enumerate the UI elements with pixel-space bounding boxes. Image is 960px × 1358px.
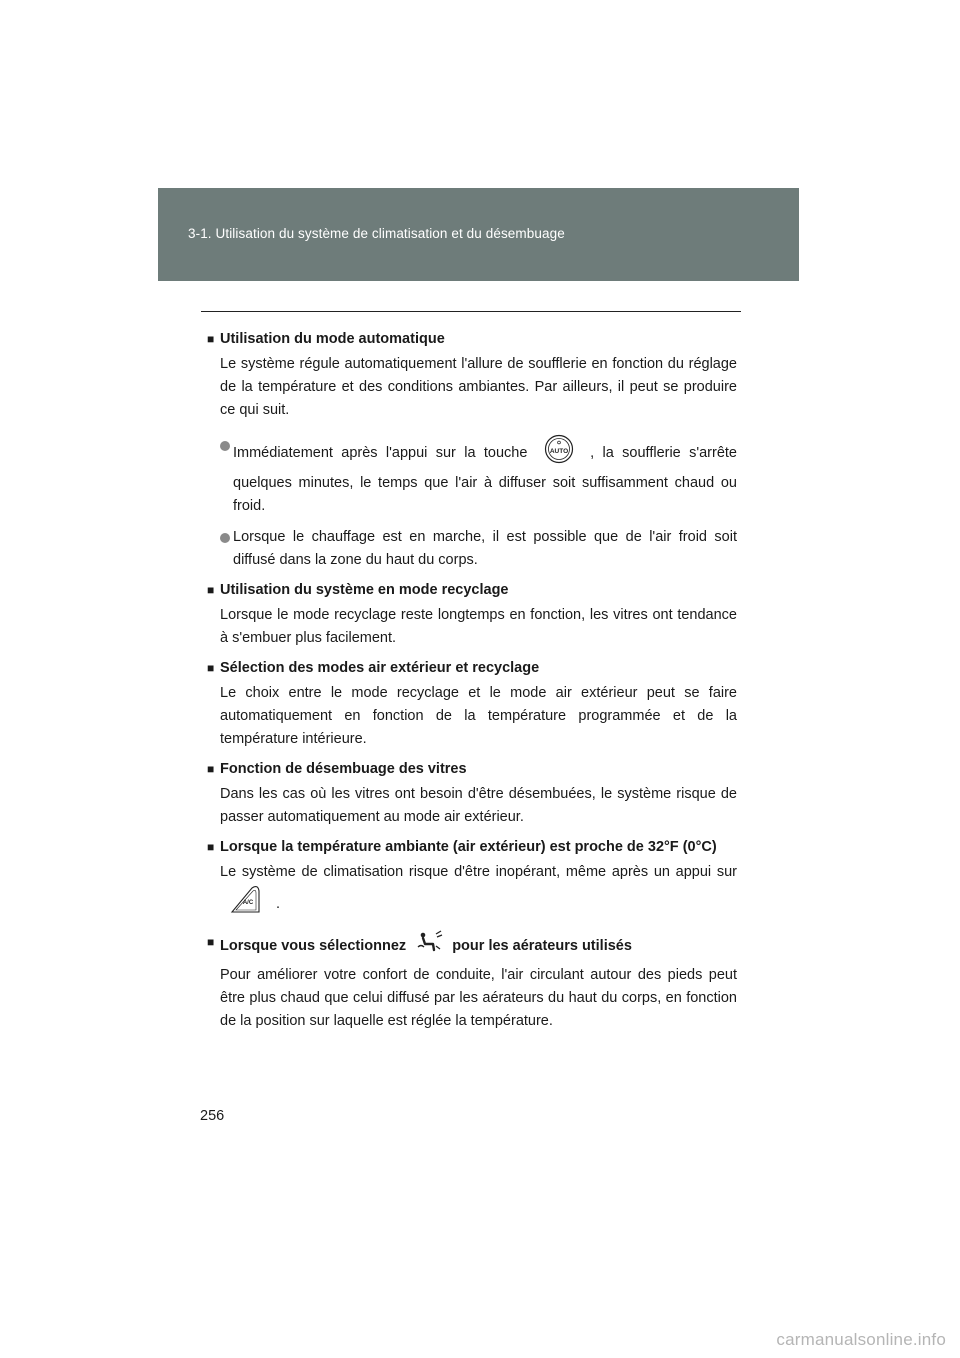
- page-content: [207, 327, 737, 1039]
- section-heading: [207, 327, 737, 351]
- bullet-item: [207, 526, 737, 572]
- square-bullet-icon: ■: [207, 935, 215, 949]
- section-title: Utilisation du système en mode recyclage: [220, 582, 509, 598]
- body-text-after-icon: .: [276, 895, 281, 912]
- section-low-temperature: [207, 835, 737, 924]
- section-title: Fonction de désembuage des vitres: [220, 761, 467, 777]
- section-heading: [207, 656, 737, 680]
- watermark: carmanualsonline.info: [776, 1330, 946, 1349]
- section-title: Utilisation du mode automatique: [220, 331, 445, 347]
- floor-vent-icon: [414, 930, 444, 962]
- section-foot-vents: [207, 930, 737, 1033]
- chapter-title: 3-1. Utilisation du système de climatisation et du désembuage: [188, 226, 565, 241]
- bullet-item: [207, 434, 737, 518]
- section-body: Lorsque le mode recyclage reste longtemps en fonction, les vitres ont tendance à s'embuer plus facilement.: [220, 607, 737, 646]
- bullet-text: Lorsque le chauffage est en marche, il est possible que de l'air froid soit diffusé dans la zone du haut du corps.: [233, 529, 737, 568]
- auto-button-icon: [544, 434, 574, 472]
- round-bullet-icon: [220, 533, 230, 543]
- section-mode-selection: [207, 656, 737, 751]
- section-body: Pour améliorer votre confort de conduite, l'air circulant autour des pieds peut être plus chaud que celui diffusé par les aérateurs du haut du corps, en fonction de la position sur laquelle est réglée la température.: [220, 967, 737, 1029]
- square-bullet-icon: ■: [207, 661, 215, 675]
- section-title: Sélection des modes air extérieur et recyclage: [220, 660, 540, 676]
- square-bullet-icon: ■: [207, 840, 215, 854]
- square-bullet-icon: ■: [207, 332, 215, 346]
- header-rule: [201, 311, 741, 312]
- round-bullet-icon: [220, 441, 230, 451]
- section-defog: [207, 757, 737, 829]
- section-body: Le choix entre le mode recyclage et le mode air extérieur peut se faire automatiquement en fonction de la température programmée et de la température intérieure.: [220, 685, 737, 747]
- section-recycle-mode: [207, 578, 737, 650]
- square-bullet-icon: ■: [207, 762, 215, 776]
- section-auto-mode: [207, 327, 737, 572]
- section-body: Dans les cas où les vitres ont besoin d'être désembuées, le système risque de passer automatiquement au mode air extérieur.: [220, 786, 737, 825]
- section-heading: [207, 930, 737, 962]
- bullet-text-after-icon: , la soufflerie s'arrête quelques minutes, le temps que l'air à diffuser soit suffisamment chaud ou froid.: [233, 444, 737, 514]
- square-bullet-icon: ■: [207, 583, 215, 597]
- section-title-after-icon: pour les aérateurs utilisés: [452, 937, 632, 954]
- page-number: 256: [200, 1108, 225, 1124]
- body-text-before-icon: Le système de climatisation risque d'être inopérant, même après un appui sur: [220, 864, 737, 880]
- section-body: Le système régule automatiquement l'allure de soufflerie en fonction du réglage de la température et des conditions ambiantes. Par ailleurs, il peut se produire ce qui suit.: [220, 356, 737, 418]
- section-body: [220, 861, 737, 924]
- section-title-before-icon: Lorsque vous sélectionnez: [220, 937, 407, 954]
- ac-icon-label: A/C: [242, 900, 254, 906]
- bullet-text-before-icon: Immédiatement après l'appui sur la touche: [233, 444, 528, 461]
- section-heading: [207, 835, 737, 859]
- section-heading: [207, 578, 737, 602]
- auto-icon-label: AUTO: [549, 448, 568, 455]
- section-heading: [207, 757, 737, 781]
- chapter-header-bar: [158, 188, 799, 281]
- ac-button-icon: [228, 884, 264, 924]
- section-title: Lorsque la température ambiante (air extérieur) est proche de 32°F (0°C): [220, 839, 717, 855]
